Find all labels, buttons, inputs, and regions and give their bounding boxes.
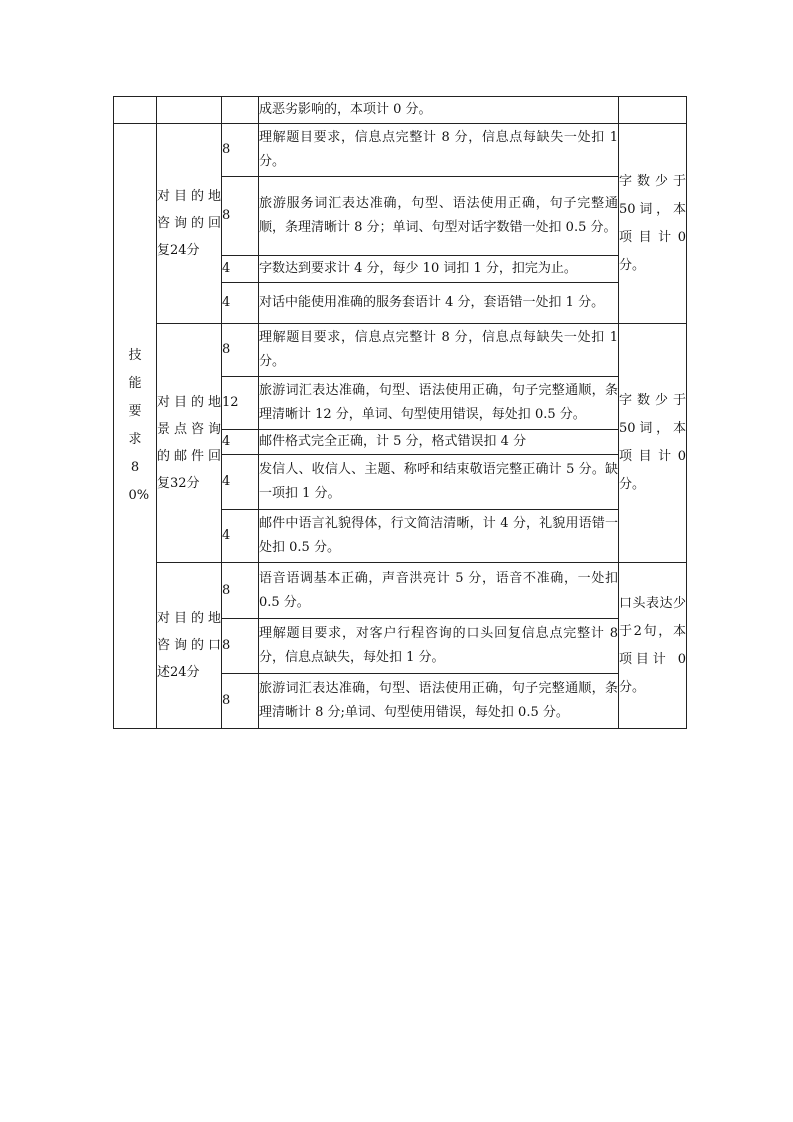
score-value: 8	[222, 124, 259, 177]
task-label: 对目的地咨询的回复24分	[157, 124, 222, 324]
score-value: 4	[222, 256, 259, 283]
score-value: 8	[222, 563, 259, 619]
score-value: 12	[222, 377, 259, 430]
score-value: 8	[222, 324, 259, 377]
task-label: 对目的地咨询的口述24分	[157, 563, 222, 729]
score-value: 4	[222, 283, 259, 324]
criterion-text: 理解题目要求，信息点完整计 8 分，信息点每缺失一处扣 1 分。	[259, 124, 619, 177]
score-value: 8	[222, 619, 259, 674]
empty-cell	[619, 97, 687, 124]
criterion-text: 发信人、收信人、主题、称呼和结束敬语完整正确计 5 分。缺一项扣 1 分。	[259, 455, 619, 510]
empty-cell	[157, 97, 222, 124]
table-row	[114, 324, 687, 377]
empty-cell	[114, 97, 157, 124]
criterion-text: 邮件中语言礼貌得体，行文简洁清晰，计 4 分，礼貌用语错一处扣 0.5 分。	[259, 510, 619, 563]
score-value: 4	[222, 455, 259, 510]
scoring-rubric-table	[113, 96, 687, 729]
criterion-text: 对话中能使用准确的服务套语计 4 分，套语错一处扣 1 分。	[259, 283, 619, 324]
criterion-text: 成恶劣影响的，本项计 0 分。	[259, 97, 619, 124]
score-value: 8	[222, 674, 259, 729]
score-value: 4	[222, 430, 259, 455]
criterion-text: 字数达到要求计 4 分，每少 10 词扣 1 分，扣完为止。	[259, 256, 619, 283]
score-value: 4	[222, 510, 259, 563]
task-note: 口头表达少于2句，本项目计 0分。	[619, 563, 687, 729]
task-note: 字数少于50词，本项目计0分。	[619, 324, 687, 563]
criterion-text: 邮件格式完全正确，计 5 分，格式错误扣 4 分	[259, 430, 619, 455]
table-row	[114, 97, 687, 124]
table-row	[114, 563, 687, 619]
empty-cell	[222, 97, 259, 124]
task-note: 字数少于50词，本项目计0分。	[619, 124, 687, 324]
criterion-text: 旅游词汇表达准确，句型、语法使用正确，句子完整通顺，条理清晰计 12 分，单词、句型使用错误，每处扣 0.5 分。	[259, 377, 619, 430]
score-value: 8	[222, 177, 259, 256]
task-label: 对目的地景点咨询的邮件回复32分	[157, 324, 222, 563]
criterion-text: 旅游服务词汇表达准确，句型、语法使用正确，句子完整通顺，条理清晰计 8 分；单词、句型对话字数错一处扣 0.5 分。	[259, 177, 619, 256]
criterion-text: 语音语调基本正确，声音洪亮计 5 分，语音不准确，一处扣 0.5 分。	[259, 563, 619, 619]
table-row	[114, 124, 687, 177]
category-label: 技能要求80%	[128, 348, 150, 503]
criterion-text: 理解题目要求，对客户行程咨询的口头回复信息点完整计 8 分，信息点缺失，每处扣 1 分。	[259, 619, 619, 674]
category-cell	[114, 124, 157, 729]
criterion-text: 旅游词汇表达准确，句型、语法使用正确，句子完整通顺，条理清晰计 8 分;单词、句型使用错误，每处扣 0.5 分。	[259, 674, 619, 729]
criterion-text: 理解题目要求，信息点完整计 8 分，信息点每缺失一处扣 1 分。	[259, 324, 619, 377]
